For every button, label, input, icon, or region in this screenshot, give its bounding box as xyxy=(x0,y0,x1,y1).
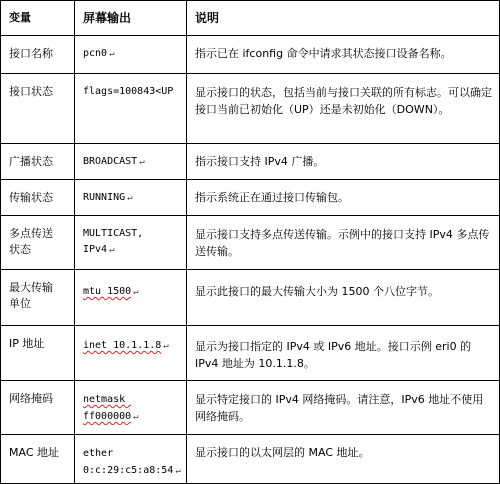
variable-cell: IP 地址 xyxy=(9,337,45,350)
return-arrow-icon: ↵ xyxy=(109,49,115,59)
output-cell: mtu 1500 xyxy=(83,286,132,297)
table-row xyxy=(0,179,500,215)
variable-cell: 广播状态 xyxy=(9,155,53,168)
variable-cell: 网络掩码 xyxy=(9,392,53,405)
table-row xyxy=(0,269,500,325)
description-cell: 显示接口支持多点传送传输。示例中的接口支持 IPv4 多点传送传输。 xyxy=(195,228,490,258)
description-cell: 显示为接口指定的 IPv4 或 IPv6 地址。接口示例 eri0 的 IPv4 地址为 10.1.1.8。 xyxy=(195,340,475,370)
output-cell: ether 0:c:29:c5:a8:54 xyxy=(83,448,174,476)
return-arrow-icon: ↵ xyxy=(127,193,133,203)
variable-cell: 传输状态 xyxy=(9,191,53,204)
return-arrow-icon: ↵ xyxy=(175,466,181,476)
variable-cell: 最大传输单位 xyxy=(9,281,53,310)
table-row xyxy=(0,35,500,73)
return-arrow-icon: ↵ xyxy=(139,157,145,167)
output-cell: BROADCAST xyxy=(83,156,138,167)
return-arrow-icon: ↵ xyxy=(109,245,115,255)
description-cell: 显示接口的以太网层的 MAC 地址。 xyxy=(195,446,370,459)
table-row xyxy=(0,73,500,143)
description-cell: 显示接口的状态，包括当前与接口关联的所有标志。可以确定接口当前已初始化（UP）还是未初始化（DOWN）。 xyxy=(195,86,492,116)
output-cell: flags=100843<UP xyxy=(83,86,174,97)
header-description: 说明 xyxy=(195,11,220,25)
output-cell: netmask ff000000 xyxy=(83,394,132,422)
description-cell: 显示特定接口的 IPv4 网络掩码。请注意，IPv6 地址不使用网络掩码。 xyxy=(195,393,484,423)
variable-cell: MAC 地址 xyxy=(9,446,59,459)
return-arrow-icon: ↵ xyxy=(133,412,139,422)
table-row xyxy=(0,215,500,269)
output-cell: pcn0 xyxy=(83,48,108,59)
description-cell: 指示系统正在通过接口传输包。 xyxy=(195,191,349,204)
header-screen-output: 屏幕输出 xyxy=(83,11,132,25)
variable-cell: 接口名称 xyxy=(9,47,53,60)
table-header-row xyxy=(0,0,500,35)
variable-cell: 多点传送状态 xyxy=(9,227,53,256)
output-cell: MULTICAST, IPv4 xyxy=(83,228,150,255)
output-cell: inet 10.1.1.8 xyxy=(83,340,162,351)
description-cell: 指示已在 ifconfig 命令中请求其状态接口设备名称。 xyxy=(195,47,452,60)
table-row xyxy=(0,434,500,484)
variable-cell: 接口状态 xyxy=(9,85,53,98)
table-row xyxy=(0,380,500,434)
return-arrow-icon: ↵ xyxy=(133,287,139,297)
table-row xyxy=(0,143,500,179)
description-cell: 指示接口支持 IPv4 广播。 xyxy=(195,155,325,168)
return-arrow-icon: ↵ xyxy=(163,341,169,351)
table-row xyxy=(0,325,500,380)
output-cell: RUNNING xyxy=(83,192,126,203)
header-variable: 变量 xyxy=(9,11,31,24)
description-cell: 显示此接口的最大传输大小为 1500 个八位字节。 xyxy=(195,285,439,298)
